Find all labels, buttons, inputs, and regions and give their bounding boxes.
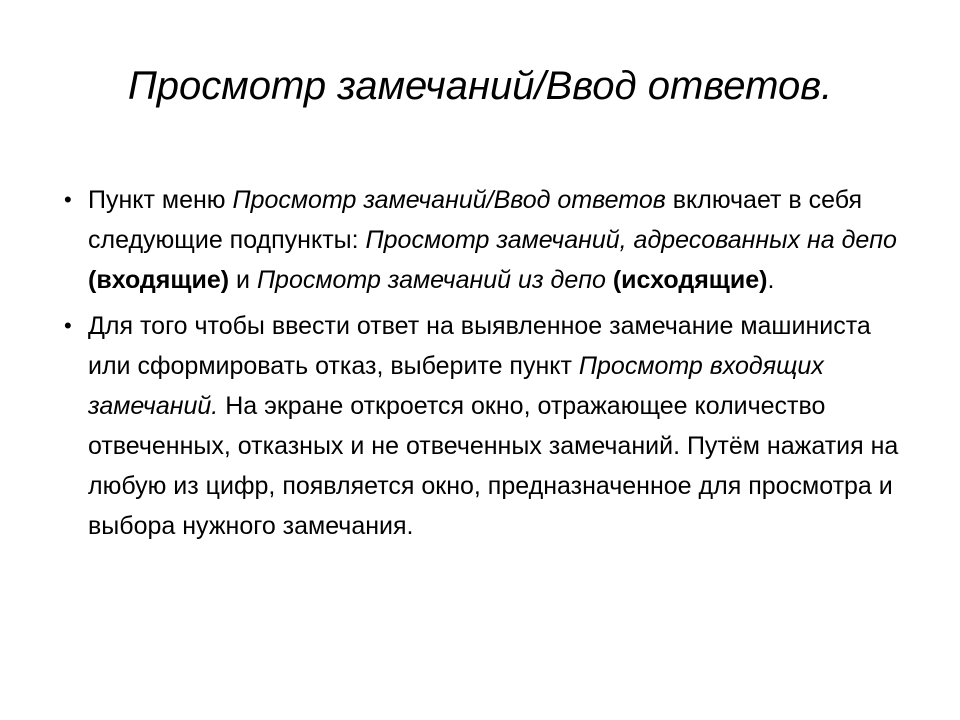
seg (606, 266, 613, 294)
seg: Для того чтобы ввести ответ на выявленное замечание машиниста или сформировать отказ, выберите пункт (88, 312, 871, 380)
slide-title: Просмотр замечаний/Ввод ответов. (127, 64, 833, 108)
seg-incoming-name: Просмотр замечаний, адресованных на депо (365, 226, 897, 254)
bullet-dot-icon: • (64, 187, 72, 212)
seg: и (229, 266, 257, 294)
seg-incoming-tag: (входящие) (88, 266, 230, 294)
bullet-item-2 (60, 306, 900, 546)
bullet-item-1 (60, 180, 900, 300)
bullet-dot-icon: • (64, 313, 72, 338)
seg: включает в себя следующие подпункты: (88, 186, 863, 254)
bullet-list (60, 180, 900, 552)
seg-outgoing-name: Просмотр замечаний из депо (256, 266, 606, 294)
seg-incoming-remarks: Просмотр входящих замечаний. (88, 352, 824, 420)
seg-menu-name: Просмотр замечаний/Ввод ответов (232, 186, 666, 214)
seg: Пункт меню (88, 186, 233, 214)
seg: На экране откроется окно, отражающее количество отвеченных, отказных и не отвеченных замечаний. Путём нажатия на любую из цифр, появляется окно, предназначенное для просмотра и выбора нужного замечания. (88, 392, 899, 540)
seg-outgoing-tag: (исходящие) (612, 266, 768, 294)
seg: . (767, 266, 775, 294)
